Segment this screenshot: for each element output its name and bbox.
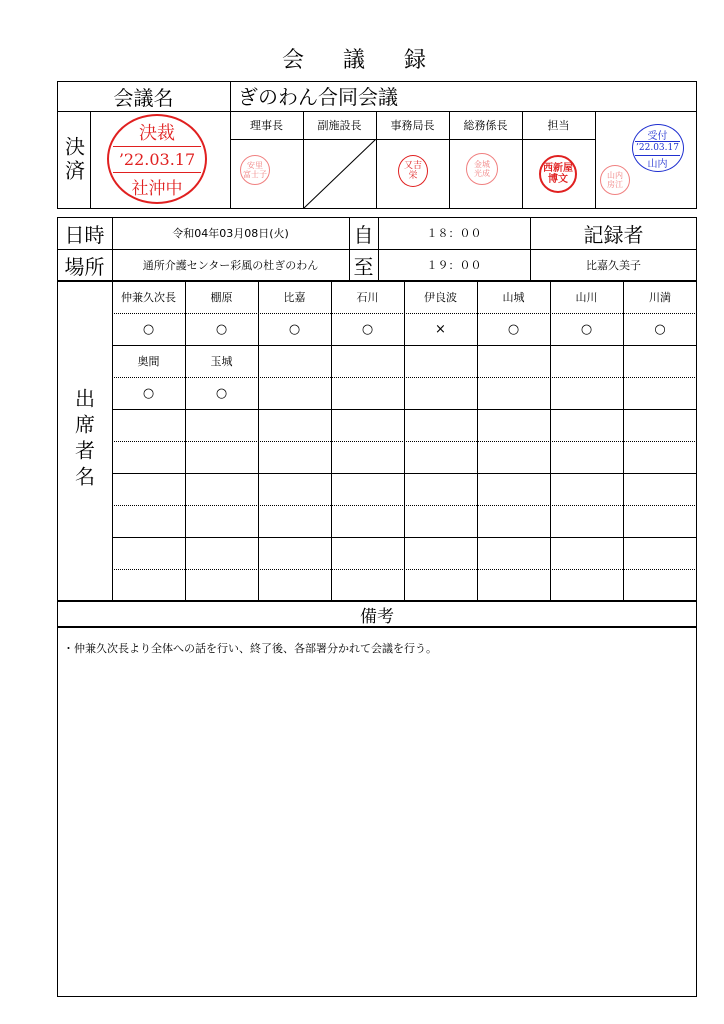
- attendance-mark: ○: [142, 385, 155, 401]
- attendee-name: 仲兼久次長: [121, 291, 176, 304]
- attendance-mark: ○: [507, 321, 520, 337]
- remarks-label: 備考: [360, 606, 394, 627]
- role-header: 副施設長: [317, 119, 362, 132]
- to-label: 至: [353, 254, 374, 279]
- attendee-name: 山城: [502, 291, 525, 304]
- attendance-mark: ○: [654, 321, 666, 337]
- role-stamp: 又吉 栄: [398, 155, 428, 187]
- approval-stamp: 決裁 ’22.03.17 社沖中: [107, 114, 207, 204]
- extra-stamp: 山内 房江: [600, 165, 630, 195]
- attendance-mark: ○: [142, 321, 155, 337]
- attendance-mark: ○: [288, 321, 301, 337]
- attendance-mark: ×: [435, 321, 446, 337]
- from-label: 自: [353, 222, 374, 247]
- place-value: 通所介護センター彩風の杜ぎのわん: [142, 259, 319, 272]
- datetime-label: 日時: [64, 222, 105, 247]
- attendee-name: 玉城: [210, 355, 233, 368]
- attendee-name: 石川: [356, 291, 379, 304]
- approval-label: 決済: [61, 136, 86, 184]
- from-value: １８：００: [426, 227, 482, 240]
- remarks-body: [57, 627, 697, 997]
- recorder-value: 比嘉久美子: [586, 259, 641, 272]
- attendee-name: 比嘉: [283, 291, 306, 304]
- role-stamp: 金城 光成: [466, 153, 498, 185]
- role-stamp: 安里 富士子: [240, 155, 270, 185]
- attendance-mark: ○: [215, 385, 228, 401]
- received-stamp: 受付 ’22.03.17 山内: [632, 124, 684, 172]
- attendance-mark: ○: [361, 321, 374, 337]
- datetime-value: 令和04年03月08日(火): [172, 227, 289, 240]
- to-value: １９：００: [426, 259, 482, 272]
- remarks-text: ・仲兼久次長より全体への話を行い、終了後、各部署分かれて会議を行う。: [63, 642, 437, 655]
- attendance-mark: ○: [580, 321, 593, 337]
- attendee-name: 山川: [575, 291, 598, 304]
- place-label: 場所: [64, 254, 105, 279]
- meeting-name-value: ぎのわん合同会議: [238, 85, 398, 109]
- attendance-label: 出席者名: [71, 388, 96, 492]
- attendance-mark: ○: [215, 321, 228, 337]
- attendee-name: 伊良波: [424, 291, 457, 304]
- page-title: 会 議 録: [282, 47, 442, 73]
- attendee-name: 奥間: [137, 355, 160, 368]
- role-header: 理事長: [250, 119, 283, 132]
- role-header: 担当: [547, 119, 570, 132]
- meeting-name-label: 会議名: [113, 85, 174, 110]
- role-stamp: 西新屋 博文: [539, 155, 577, 193]
- role-header: 総務係長: [463, 119, 508, 132]
- attendee-name: 川満: [649, 291, 671, 304]
- recorder-label: 記録者: [583, 222, 644, 247]
- diagonal-slash: [303, 139, 376, 209]
- role-header: 事務局長: [390, 119, 435, 132]
- attendee-name: 棚原: [210, 291, 233, 304]
